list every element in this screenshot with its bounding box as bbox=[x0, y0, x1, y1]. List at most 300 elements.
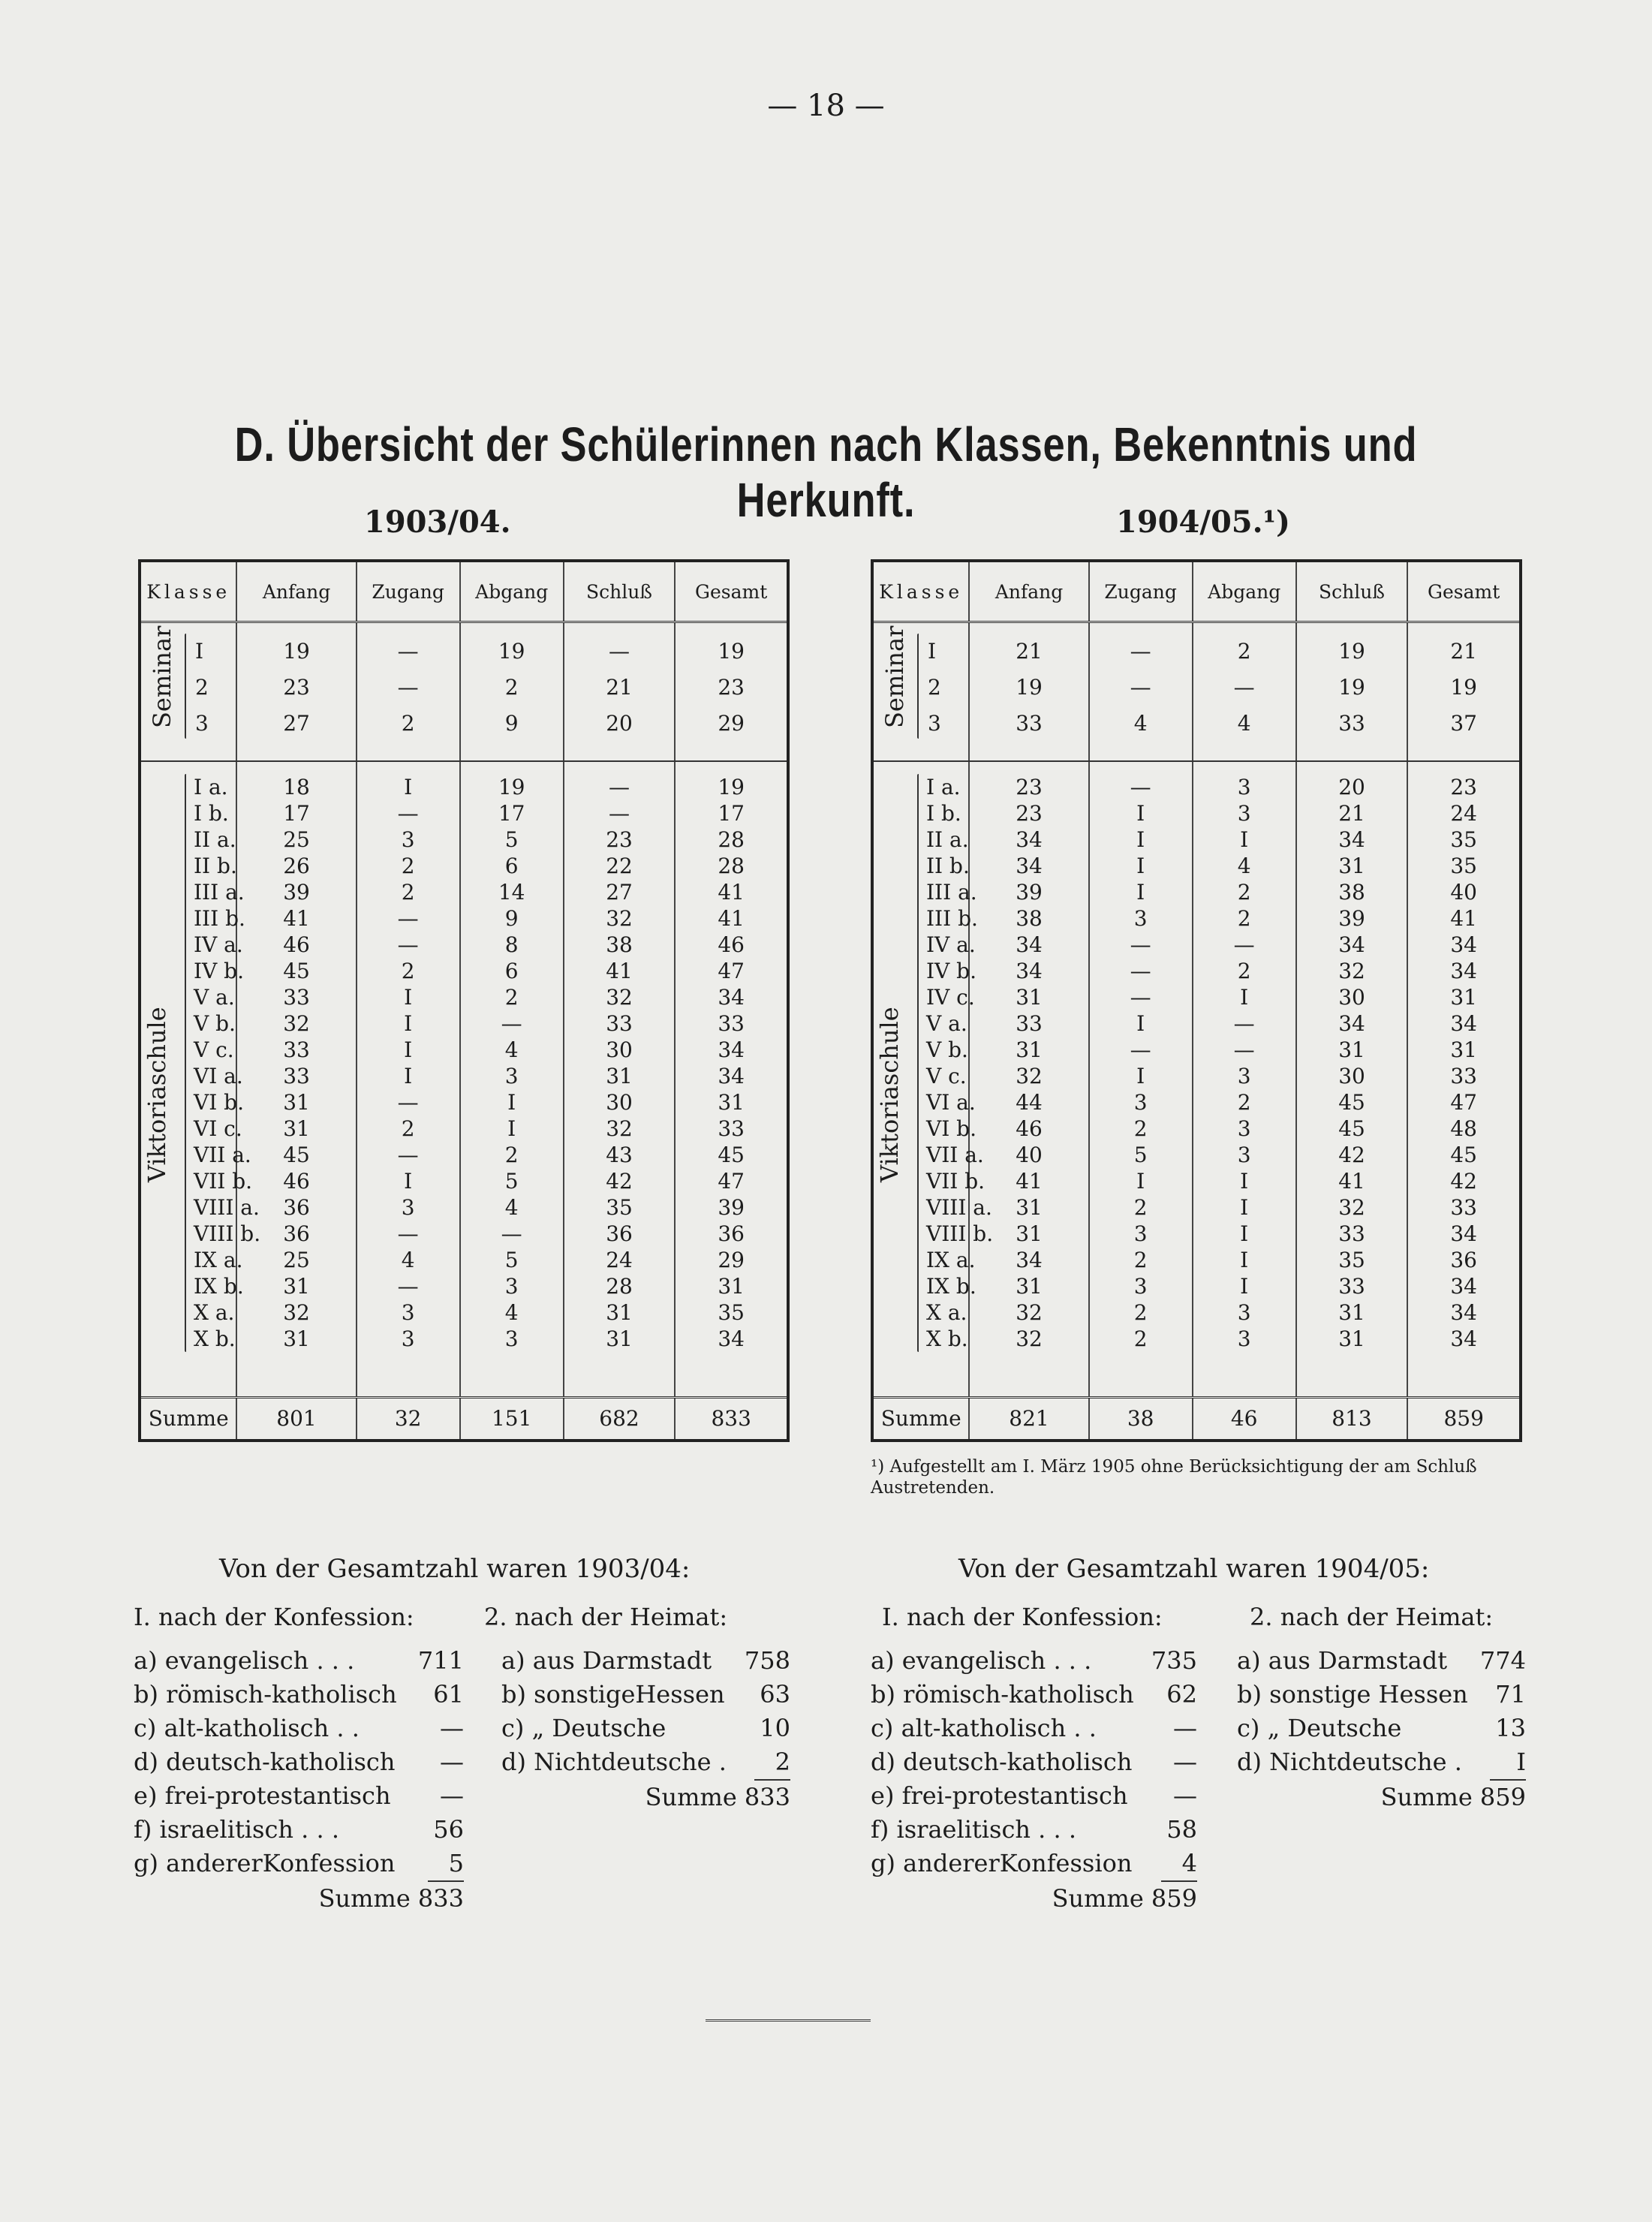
table-cell: 27 bbox=[606, 879, 633, 905]
list-item bbox=[871, 1712, 1197, 1745]
sum-total: Summe 859 bbox=[1380, 1783, 1526, 1811]
table-cell: 45 bbox=[1450, 1142, 1477, 1167]
table-cell: — bbox=[397, 1142, 419, 1167]
table-cell: — bbox=[1130, 675, 1151, 700]
table-cell: 31 bbox=[1016, 1221, 1043, 1246]
table-cell: 32 bbox=[606, 905, 633, 931]
table-cell: 31 bbox=[606, 1063, 633, 1088]
viktoria-value-cell bbox=[1193, 761, 1296, 1398]
table-cell: 38 bbox=[606, 932, 633, 957]
class-label: VI a. bbox=[926, 1089, 976, 1115]
item-value: 71 bbox=[1495, 1680, 1526, 1709]
table-cell: 38 bbox=[1338, 879, 1365, 905]
class-label: IV a. bbox=[194, 932, 243, 957]
class-label: II a. bbox=[194, 826, 236, 852]
class-label: V b. bbox=[194, 1010, 236, 1036]
class-label: X a. bbox=[926, 1299, 967, 1325]
table-cell: 3 bbox=[504, 1326, 519, 1351]
table-cell: 3 bbox=[1237, 774, 1251, 799]
seminar-value-cell bbox=[969, 622, 1088, 761]
table-cell: 34 bbox=[1016, 1247, 1043, 1272]
class-label: IV a. bbox=[926, 932, 976, 957]
table-cell: 3 bbox=[401, 1299, 415, 1325]
item-value: — bbox=[440, 1748, 464, 1776]
table-cell: — bbox=[501, 1010, 522, 1036]
item-value: 61 bbox=[433, 1680, 464, 1709]
table-cell: 31 bbox=[1016, 1273, 1043, 1299]
table-cell: 45 bbox=[283, 958, 310, 983]
summary-title-1903: Von der Gesamtzahl waren 1903/04: bbox=[219, 1554, 691, 1584]
viktoria-value-cell bbox=[564, 761, 676, 1398]
seminar-block bbox=[874, 622, 1519, 761]
summe-label: Summe bbox=[141, 1398, 236, 1440]
table-cell: 31 bbox=[1338, 1299, 1365, 1325]
summe-value: 833 bbox=[675, 1398, 787, 1440]
table-cell: 4 bbox=[1133, 711, 1148, 736]
table-cell: 2 bbox=[401, 1116, 415, 1141]
table-cell: 3 bbox=[1133, 1089, 1148, 1115]
brace bbox=[185, 634, 186, 739]
table-cell: 32 bbox=[1016, 1063, 1043, 1088]
item-value: 10 bbox=[760, 1714, 790, 1742]
table-cell: 41 bbox=[283, 905, 310, 931]
table-cell: 33 bbox=[1338, 711, 1365, 736]
list-item bbox=[1237, 1678, 1526, 1712]
item-label: b) sonstigeHessen bbox=[501, 1680, 725, 1709]
item-label: a) evangelisch . . . bbox=[871, 1646, 1092, 1675]
item-value: 2 bbox=[754, 1745, 790, 1781]
table-cell: 2 bbox=[401, 879, 415, 905]
table-cell: 36 bbox=[283, 1221, 310, 1246]
column-header: Schluß bbox=[564, 562, 676, 622]
konfession-heading-1903: I. nach der Konfession: bbox=[134, 1603, 414, 1631]
summe-row bbox=[141, 1398, 787, 1440]
sum-total: Summe 833 bbox=[645, 1783, 790, 1811]
table-cell: — bbox=[1233, 1010, 1255, 1036]
table-cell: 3 bbox=[1237, 1326, 1251, 1351]
table-cell: 3 bbox=[1133, 1273, 1148, 1299]
table-cell: I bbox=[1240, 1273, 1249, 1299]
table-cell: 23 bbox=[1016, 800, 1043, 826]
seminar-value-cell bbox=[675, 622, 787, 761]
item-label: c) „ Deutsche bbox=[1237, 1714, 1402, 1742]
column-header: Abgang bbox=[1193, 562, 1296, 622]
summe-value: 151 bbox=[460, 1398, 564, 1440]
table-cell: I bbox=[404, 774, 413, 799]
table-cell: I bbox=[1136, 879, 1145, 905]
table-cell: 32 bbox=[1338, 1194, 1365, 1220]
class-label: I bbox=[928, 639, 937, 664]
column-header: Abgang bbox=[460, 562, 564, 622]
list-item bbox=[134, 1847, 464, 1882]
heimat-heading-1903: 2. nach der Heimat: bbox=[484, 1603, 728, 1631]
item-value: — bbox=[1173, 1748, 1197, 1776]
table-cell: 32 bbox=[606, 984, 633, 1010]
class-label: IV b. bbox=[926, 958, 977, 983]
table-cell: 41 bbox=[1450, 905, 1477, 931]
konfession-list-1904 bbox=[871, 1644, 1197, 1916]
table-cell: 21 bbox=[1450, 639, 1477, 664]
table-cell: 45 bbox=[1338, 1089, 1365, 1115]
class-label: I b. bbox=[194, 800, 229, 826]
table-cell: 3 bbox=[1237, 1142, 1251, 1167]
table-cell: 3 bbox=[401, 1326, 415, 1351]
table-cell: 2 bbox=[504, 675, 519, 700]
table-cell: 46 bbox=[718, 932, 745, 957]
table-cell: 2 bbox=[1237, 639, 1251, 664]
seminar-value-cell bbox=[1407, 622, 1519, 761]
table-cell: — bbox=[397, 800, 419, 826]
table-cell: 31 bbox=[1338, 1326, 1365, 1351]
table-cell: 31 bbox=[606, 1299, 633, 1325]
list-item bbox=[871, 1745, 1197, 1779]
table-cell: 34 bbox=[1450, 1221, 1477, 1246]
table-cell: 33 bbox=[1338, 1273, 1365, 1299]
table-cell: 32 bbox=[283, 1010, 310, 1036]
item-value: 758 bbox=[744, 1646, 790, 1675]
table-cell: — bbox=[397, 675, 419, 700]
summary-title-1904: Von der Gesamtzahl waren 1904/05: bbox=[958, 1554, 1430, 1584]
item-label: e) frei-protestantisch bbox=[871, 1781, 1128, 1810]
table-year-1904: 1904/05.¹) bbox=[1116, 504, 1290, 540]
table-cell: 47 bbox=[718, 958, 745, 983]
class-label: I a. bbox=[926, 774, 961, 799]
table-cell: 34 bbox=[1450, 1010, 1477, 1036]
item-value: 62 bbox=[1166, 1680, 1197, 1709]
item-value: — bbox=[440, 1781, 464, 1810]
seminar-value-cell bbox=[460, 622, 564, 761]
table-cell: 2 bbox=[504, 1142, 519, 1167]
column-header: Anfang bbox=[969, 562, 1088, 622]
table-cell: 19 bbox=[283, 639, 310, 664]
table-cell: I bbox=[404, 1037, 413, 1062]
class-label: VI c. bbox=[194, 1116, 242, 1141]
class-label: VII a. bbox=[194, 1142, 251, 1167]
table-cell: 24 bbox=[606, 1247, 633, 1272]
table-cell: I bbox=[507, 1089, 516, 1115]
table-cell: — bbox=[397, 1221, 419, 1246]
list-item bbox=[871, 1644, 1197, 1678]
table-cell: 2 bbox=[1237, 905, 1251, 931]
table-cell: 31 bbox=[1016, 984, 1043, 1010]
table-cell: 45 bbox=[283, 1142, 310, 1167]
table-cell: 41 bbox=[1016, 1168, 1043, 1194]
table-cell: I bbox=[1136, 800, 1145, 826]
table-cell: I bbox=[404, 1063, 413, 1088]
class-label: I a. bbox=[194, 774, 228, 799]
table-cell: 25 bbox=[283, 826, 310, 852]
table-cell: 42 bbox=[1450, 1168, 1477, 1194]
item-value: 774 bbox=[1479, 1646, 1526, 1675]
viktoria-block bbox=[141, 761, 787, 1398]
item-value: 4 bbox=[1161, 1847, 1197, 1882]
viktoria-value-cell bbox=[1407, 761, 1519, 1398]
table-cell: 33 bbox=[1450, 1194, 1477, 1220]
item-label: d) Nichtdeutsche . bbox=[1237, 1748, 1462, 1776]
table-cell: 34 bbox=[1016, 932, 1043, 957]
table-cell: 20 bbox=[606, 711, 633, 736]
class-label: III a. bbox=[926, 879, 977, 905]
viktoria-class-cell bbox=[141, 761, 261, 1398]
table-cell: 33 bbox=[606, 1010, 633, 1036]
class-label: IX a. bbox=[926, 1247, 976, 1272]
table-cell: 17 bbox=[498, 800, 525, 826]
table-cell: 29 bbox=[718, 711, 745, 736]
table-cell: 3 bbox=[401, 1194, 415, 1220]
item-label: g) andererKonfession bbox=[134, 1849, 396, 1877]
table-cell: 36 bbox=[718, 1221, 745, 1246]
table-1903 bbox=[138, 559, 790, 1442]
table-cell: 5 bbox=[504, 1168, 519, 1194]
table-cell: 32 bbox=[1016, 1326, 1043, 1351]
column-header: Schluß bbox=[1296, 562, 1408, 622]
item-label: f) israelitisch . . . bbox=[871, 1815, 1077, 1844]
table-cell: 9 bbox=[504, 905, 519, 931]
class-label: 2 bbox=[195, 675, 209, 700]
list-item bbox=[501, 1745, 790, 1781]
list-item bbox=[871, 1779, 1197, 1813]
table-cell: 34 bbox=[1338, 932, 1365, 957]
list-item bbox=[871, 1813, 1197, 1847]
seminar-class-cell bbox=[141, 622, 236, 761]
seminar-value-cell bbox=[564, 622, 676, 761]
viktoria-block bbox=[874, 761, 1519, 1398]
table-cell: 32 bbox=[1016, 1299, 1043, 1325]
table-cell: I bbox=[1240, 1168, 1249, 1194]
class-label: IX b. bbox=[194, 1273, 244, 1299]
table-cell: 19 bbox=[1016, 675, 1043, 700]
item-label: e) frei-protestantisch bbox=[134, 1781, 391, 1810]
table-cell: 34 bbox=[1016, 958, 1043, 983]
data-table bbox=[141, 562, 787, 1439]
class-label: II b. bbox=[926, 853, 970, 878]
list-item bbox=[501, 1644, 790, 1678]
class-label: VIII b. bbox=[926, 1221, 994, 1246]
viktoria-value-cell bbox=[236, 761, 356, 1398]
table-cell: — bbox=[1130, 984, 1151, 1010]
item-value: 56 bbox=[433, 1815, 464, 1844]
item-label: a) evangelisch . . . bbox=[134, 1646, 355, 1675]
class-label: VI b. bbox=[194, 1089, 245, 1115]
group-label-seminar: Seminar bbox=[148, 625, 176, 728]
table-cell: 3 bbox=[1237, 1063, 1251, 1088]
list-item bbox=[871, 1678, 1197, 1712]
table-cell: — bbox=[609, 800, 630, 826]
table-cell: 2 bbox=[401, 853, 415, 878]
table-cell: 36 bbox=[283, 1194, 310, 1220]
column-header: Gesamt bbox=[1407, 562, 1519, 622]
class-label: V c. bbox=[194, 1037, 234, 1062]
list-item bbox=[134, 1745, 464, 1779]
class-label: V a. bbox=[194, 984, 235, 1010]
item-value: — bbox=[1173, 1781, 1197, 1810]
page-number: — 18 — bbox=[767, 89, 885, 123]
table-cell: — bbox=[397, 905, 419, 931]
table-cell: 41 bbox=[718, 879, 745, 905]
class-label: 3 bbox=[928, 711, 941, 736]
class-label: VIII a. bbox=[194, 1194, 260, 1220]
table-cell: 9 bbox=[504, 711, 519, 736]
table-cell: 30 bbox=[1338, 1063, 1365, 1088]
class-label: X a. bbox=[194, 1299, 235, 1325]
table-cell: 19 bbox=[718, 639, 745, 664]
table-cell: 2 bbox=[401, 711, 415, 736]
heimat-list-1903 bbox=[501, 1644, 790, 1814]
class-label: 3 bbox=[195, 711, 209, 736]
item-label: a) aus Darmstadt bbox=[1237, 1646, 1448, 1675]
table-cell: I bbox=[1136, 1168, 1145, 1194]
class-label: VII a. bbox=[926, 1142, 984, 1167]
table-cell: 4 bbox=[1237, 711, 1251, 736]
table-cell: 35 bbox=[1450, 826, 1477, 852]
list-item bbox=[1237, 1745, 1526, 1781]
class-label: IV c. bbox=[926, 984, 975, 1010]
table-cell: 34 bbox=[1450, 1299, 1477, 1325]
table-cell: 28 bbox=[718, 826, 745, 852]
viktoria-value-cell bbox=[357, 761, 460, 1398]
table-cell: 32 bbox=[283, 1299, 310, 1325]
summe-row bbox=[874, 1398, 1519, 1440]
table-cell: 41 bbox=[718, 905, 745, 931]
table-cell: 2 bbox=[504, 984, 519, 1010]
table-cell: I bbox=[1240, 984, 1249, 1010]
table-cell: 24 bbox=[1450, 800, 1477, 826]
item-value: I bbox=[1490, 1745, 1526, 1781]
table-cell: 2 bbox=[401, 958, 415, 983]
table-cell: 29 bbox=[718, 1247, 745, 1272]
table-cell: 48 bbox=[1450, 1116, 1477, 1141]
header-row bbox=[874, 562, 1519, 622]
table-cell: 3 bbox=[1237, 800, 1251, 826]
table-cell: 31 bbox=[606, 1326, 633, 1351]
group-label-viktoria: Viktoriaschule bbox=[143, 1007, 171, 1182]
table-cell: I bbox=[507, 1116, 516, 1141]
table-cell: 4 bbox=[504, 1037, 519, 1062]
table-cell: 32 bbox=[606, 1116, 633, 1141]
table-cell: 23 bbox=[718, 675, 745, 700]
table-cell: 32 bbox=[1338, 958, 1365, 983]
column-header: Zugang bbox=[357, 562, 460, 622]
table-cell: 3 bbox=[1237, 1299, 1251, 1325]
table-cell: 34 bbox=[718, 1037, 745, 1062]
item-value: 711 bbox=[417, 1646, 464, 1675]
table-cell: I bbox=[1136, 1063, 1145, 1088]
table-cell: 47 bbox=[718, 1168, 745, 1194]
class-label: VI a. bbox=[194, 1063, 243, 1088]
table-cell: 23 bbox=[606, 826, 633, 852]
sum-total: Summe 833 bbox=[318, 1884, 464, 1913]
table-cell: 34 bbox=[1338, 826, 1365, 852]
table-cell: 33 bbox=[718, 1116, 745, 1141]
summe-value: 821 bbox=[969, 1398, 1088, 1440]
table-cell: 6 bbox=[504, 958, 519, 983]
table-cell: — bbox=[609, 774, 630, 799]
viktoria-value-cell bbox=[1089, 761, 1193, 1398]
list-item bbox=[501, 1712, 790, 1745]
item-value: 63 bbox=[760, 1680, 790, 1709]
summe-value: 682 bbox=[564, 1398, 676, 1440]
class-label: VII b. bbox=[926, 1168, 985, 1194]
table-cell: 28 bbox=[606, 1273, 633, 1299]
table-cell: 34 bbox=[1450, 1326, 1477, 1351]
class-label: IV b. bbox=[194, 958, 245, 983]
table-cell: 33 bbox=[283, 984, 310, 1010]
class-label: VI b. bbox=[926, 1116, 977, 1141]
table-cell: — bbox=[609, 639, 630, 664]
table-cell: 42 bbox=[1338, 1142, 1365, 1167]
item-value: — bbox=[1173, 1714, 1197, 1742]
table-cell: 40 bbox=[1450, 879, 1477, 905]
viktoria-value-cell bbox=[675, 761, 787, 1398]
table-cell: 44 bbox=[1016, 1089, 1043, 1115]
list-item bbox=[871, 1847, 1197, 1882]
table-cell: — bbox=[397, 1089, 419, 1115]
table-cell: 3 bbox=[504, 1063, 519, 1088]
item-value: 5 bbox=[428, 1847, 464, 1882]
brace bbox=[917, 774, 919, 1352]
table-cell: 21 bbox=[1338, 800, 1365, 826]
heimat-heading-1904: 2. nach der Heimat: bbox=[1250, 1603, 1494, 1631]
table-cell: 2 bbox=[1237, 1089, 1251, 1115]
konfession-heading-1904: I. nach der Konfession: bbox=[882, 1603, 1163, 1631]
seminar-value-cell bbox=[357, 622, 460, 761]
table-cell: 28 bbox=[718, 853, 745, 878]
viktoria-value-cell bbox=[1296, 761, 1408, 1398]
table-cell: — bbox=[397, 639, 419, 664]
table-cell: I bbox=[1240, 1247, 1249, 1272]
table-cell: 31 bbox=[283, 1326, 310, 1351]
table-cell: 2 bbox=[1237, 879, 1251, 905]
summe-value: 46 bbox=[1193, 1398, 1296, 1440]
item-label: c) alt-katholisch . . bbox=[134, 1714, 360, 1742]
table-cell: I bbox=[1136, 1010, 1145, 1036]
table-cell: 27 bbox=[283, 711, 310, 736]
class-label: V c. bbox=[926, 1063, 967, 1088]
class-label: V b. bbox=[926, 1037, 968, 1062]
table-cell: I bbox=[1136, 853, 1145, 878]
table-cell: 19 bbox=[1338, 675, 1365, 700]
table-cell: 25 bbox=[283, 1247, 310, 1272]
class-label: III b. bbox=[194, 905, 245, 931]
table-cell: 30 bbox=[1338, 984, 1365, 1010]
summe-value: 38 bbox=[1089, 1398, 1193, 1440]
table-cell: 3 bbox=[1237, 1116, 1251, 1141]
table-cell: 31 bbox=[283, 1089, 310, 1115]
table-cell: — bbox=[1233, 1037, 1255, 1062]
item-value: 58 bbox=[1166, 1815, 1197, 1844]
table-cell: 35 bbox=[606, 1194, 633, 1220]
viktoria-value-cell bbox=[460, 761, 564, 1398]
table-cell: I bbox=[1240, 826, 1249, 852]
table-cell: 6 bbox=[504, 853, 519, 878]
table-cell: 34 bbox=[718, 984, 745, 1010]
table-cell: 19 bbox=[498, 639, 525, 664]
table-cell: 5 bbox=[504, 1247, 519, 1272]
class-label: I b. bbox=[926, 800, 961, 826]
table-cell: 3 bbox=[504, 1273, 519, 1299]
table-cell: 37 bbox=[1450, 711, 1477, 736]
table-cell: 43 bbox=[606, 1142, 633, 1167]
table-cell: I bbox=[404, 984, 413, 1010]
list-item bbox=[134, 1644, 464, 1678]
item-label: f) israelitisch . . . bbox=[134, 1815, 340, 1844]
table-cell: 34 bbox=[1450, 958, 1477, 983]
table-cell: I bbox=[1240, 1221, 1249, 1246]
table-cell: — bbox=[1233, 675, 1255, 700]
table-cell: 2 bbox=[1237, 958, 1251, 983]
brace bbox=[917, 634, 919, 739]
table-cell: 33 bbox=[283, 1037, 310, 1062]
